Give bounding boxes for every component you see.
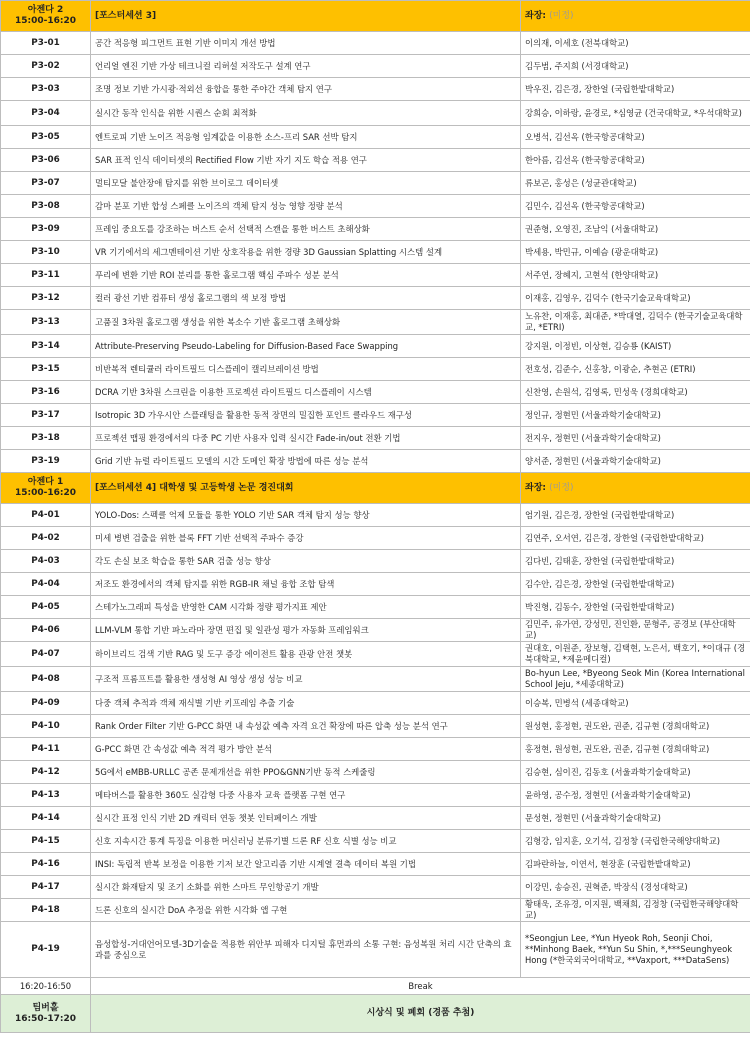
session-3-time: 15:00-16:20 [14, 16, 77, 26]
paper-id: P3-04 [1, 101, 91, 126]
paper-title: Attribute-Preserving Pseudo-Labeling for Diffusion-Based Face Swapping [91, 335, 521, 358]
paper-authors: 원성현, 홍정현, 권도완, 권준, 김규현 (경희대학교) [521, 715, 750, 738]
session-3-chair-value: (미정) [549, 10, 574, 21]
paper-authors: 권대호, 이원준, 장보형, 김택현, 노은서, 백호기, *이대규 (경북대학교, *제윤메디컬) [521, 642, 750, 667]
session-3-room-time [1, 1, 91, 32]
paper-title: 드론 신호의 실시간 DoA 추정을 위한 시각화 앱 구현 [91, 899, 521, 922]
paper-authors: 오병석, 김선옥 (한국항공대학교) [521, 126, 750, 149]
paper-title: G-PCC 화면 간 속성값 예측 적격 평가 방안 분석 [91, 738, 521, 761]
paper-title: 조명 정보 기반 가시광·적외선 융합을 통한 주야간 객체 탐지 연구 [91, 78, 521, 101]
paper-authors: 김민주, 유가연, 강성민, 진인환, 문형주, 공경보 (부산대학교) [521, 619, 750, 642]
paper-id: P3-02 [1, 55, 91, 78]
paper-row [1, 101, 750, 126]
paper-title: 컬러 광선 기반 컴퓨터 생성 홀로그램의 색 보정 방법 [91, 287, 521, 310]
session-4-header [1, 473, 750, 504]
session-4-room: 아젠다 1 [27, 477, 64, 487]
session-3-room: 아젠다 2 [27, 5, 64, 15]
session-4-chair-value: (미정) [549, 482, 574, 493]
paper-id: P3-13 [1, 310, 91, 335]
paper-title: 공간 적응형 피그먼트 표현 기반 이미지 개선 방법 [91, 32, 521, 55]
paper-id: P4-15 [1, 830, 91, 853]
paper-authors: 이승복, 민병석 (세종대학교) [521, 692, 750, 715]
paper-id: P3-05 [1, 126, 91, 149]
paper-id: P3-06 [1, 149, 91, 172]
paper-title: 구조적 프롬프트를 활용한 생성형 AI 영상 생성 성능 비교 [91, 667, 521, 692]
paper-authors: Bo-hyun Lee, *Byeong Seok Min (Korea International School Jeju, *세종대학교) [521, 667, 750, 692]
paper-authors: 김승현, 심이진, 김동호 (서울과학기술대학교) [521, 761, 750, 784]
paper-title: 다중 객체 추적과 객체 재식별 기반 키프레임 추출 기술 [91, 692, 521, 715]
paper-authors: 김민수, 김선옥 (한국항공대학교) [521, 195, 750, 218]
paper-id: P3-08 [1, 195, 91, 218]
paper-title: 실시간 화재탐지 및 조기 소화를 위한 스마트 무인항공기 개발 [91, 876, 521, 899]
paper-title: SAR 표적 인식 데이터셋의 Rectified Flow 기반 자기 지도 학습 적용 연구 [91, 149, 521, 172]
ceremony-time: 16:50-17:20 [14, 1013, 77, 1024]
session-4-title: [포스터세션 4] 대학생 및 고등학생 논문 경진대회 [91, 473, 521, 504]
paper-authors: 김연주, 오서연, 김은경, 장한얼 (국립한밭대학교) [521, 527, 750, 550]
paper-authors: 전호성, 김준수, 신홍창, 이광순, 추현곤 (ETRI) [521, 358, 750, 381]
paper-title: 엔트로피 기반 노이즈 적응형 임계값을 이용한 소스-프리 SAR 선박 탐지 [91, 126, 521, 149]
ceremony-room: 팀버홀 [32, 1002, 59, 1013]
paper-authors: 류보곤, 홍성은 (성균관대학교) [521, 172, 750, 195]
paper-title: VR 기기에서의 세그멘테이션 기반 상호작용을 위한 경량 3D Gaussian Splatting 시스템 설계 [91, 241, 521, 264]
paper-id: P4-10 [1, 715, 91, 738]
paper-authors: 박세용, 박민규, 이예슴 (광운대학교) [521, 241, 750, 264]
paper-id: P4-08 [1, 667, 91, 692]
paper-row [1, 642, 750, 667]
paper-authors: 노유찬, 이재홍, 최대준, *박대열, 김덕수 (한국기술교육대학교, *ETRI) [521, 310, 750, 335]
paper-id: P4-18 [1, 899, 91, 922]
paper-id: P4-06 [1, 619, 91, 642]
paper-title: INSI: 독립적 반복 보정을 이용한 기저 보간 알고리즘 기반 시계열 결측 데이터 복원 기법 [91, 853, 521, 876]
paper-id: P4-11 [1, 738, 91, 761]
paper-authors: 김파란하늘, 이연서, 현장훈 (국립한밭대학교) [521, 853, 750, 876]
paper-authors: 강지원, 이정빈, 이상현, 김승룡 (KAIST) [521, 335, 750, 358]
paper-row [1, 830, 750, 853]
paper-row [1, 899, 750, 922]
session-4-room-time [1, 473, 91, 504]
paper-row [1, 761, 750, 784]
paper-row [1, 195, 750, 218]
paper-id: P3-10 [1, 241, 91, 264]
paper-row [1, 619, 750, 642]
paper-authors: 정인규, 정현민 (서울과학기술대학교) [521, 404, 750, 427]
paper-row [1, 427, 750, 450]
paper-row [1, 358, 750, 381]
ceremony-title: 시상식 및 폐회 (경품 추첨) [91, 995, 750, 1033]
paper-row [1, 310, 750, 335]
paper-authors: 이강민, 송승진, 권혁준, 박장식 (경성대학교) [521, 876, 750, 899]
ceremony-row [1, 995, 750, 1033]
session-3-header [1, 1, 750, 32]
ceremony-room-time [1, 995, 91, 1033]
paper-authors: 이의재, 이세호 (전북대학교) [521, 32, 750, 55]
paper-title: 실시간 표정 인식 기반 2D 캐릭터 연동 챗봇 인터페이스 개발 [91, 807, 521, 830]
paper-row [1, 922, 750, 978]
paper-authors: 홍정현, 원성현, 권도완, 권준, 김규현 (경희대학교) [521, 738, 750, 761]
paper-id: P3-11 [1, 264, 91, 287]
session-3-chair [521, 1, 750, 32]
paper-id: P3-16 [1, 381, 91, 404]
paper-row [1, 504, 750, 527]
paper-title: Grid 기반 뉴럴 라이트필드 모델의 시간 도메인 확장 방법에 따른 성능 분석 [91, 450, 521, 473]
paper-row [1, 218, 750, 241]
paper-title: 푸리에 변환 기반 ROI 분리를 통한 홀로그램 핵심 주파수 성분 분석 [91, 264, 521, 287]
paper-title: 언리얼 엔진 기반 가상 테크니컬 리허설 저작도구 설계 연구 [91, 55, 521, 78]
paper-id: P3-01 [1, 32, 91, 55]
paper-title: 신호 지속시간 통계 특징을 이용한 머신러닝 분류기별 드론 RF 신호 식별 성능 비교 [91, 830, 521, 853]
paper-authors: 강희승, 이하랑, 윤경로, *심영균 (건국대학교, *우석대학교) [521, 101, 750, 126]
paper-row [1, 126, 750, 149]
paper-row [1, 527, 750, 550]
paper-title: 비반복적 렌티큘러 라이트필드 디스플레이 캘리브레이션 방법 [91, 358, 521, 381]
paper-id: P3-03 [1, 78, 91, 101]
paper-id: P3-19 [1, 450, 91, 473]
paper-row [1, 149, 750, 172]
paper-id: P3-14 [1, 335, 91, 358]
paper-authors: *Seongjun Lee, *Yun Hyeok Roh, Seonji Choi, **Minhong Baek, **Yun Su Shin, *,***Seunghyeok Hong (*한국외국어대학교, **Vaxport, ***DataSens) [521, 922, 750, 978]
paper-row [1, 692, 750, 715]
paper-id: P4-02 [1, 527, 91, 550]
paper-row [1, 287, 750, 310]
paper-id: P4-01 [1, 504, 91, 527]
paper-title: 5G에서 eMBB-URLLC 공존 문제개선을 위한 PPO&GNN기반 동적 스케줄링 [91, 761, 521, 784]
paper-authors: 신찬영, 손원석, 김영록, 민성욱 (경희대학교) [521, 381, 750, 404]
paper-row [1, 78, 750, 101]
paper-authors: 엄기원, 김은경, 장한얼 (국립한밭대학교) [521, 504, 750, 527]
paper-row [1, 32, 750, 55]
paper-row [1, 667, 750, 692]
paper-title: 메타버스를 활용한 360도 실감형 다중 사용자 교육 플랫폼 구현 연구 [91, 784, 521, 807]
paper-row [1, 381, 750, 404]
paper-id: P3-09 [1, 218, 91, 241]
paper-id: P4-14 [1, 807, 91, 830]
break-row [1, 978, 750, 995]
paper-row [1, 241, 750, 264]
paper-id: P3-18 [1, 427, 91, 450]
paper-row [1, 738, 750, 761]
paper-id: P4-17 [1, 876, 91, 899]
paper-title: 감마 분포 기반 합성 스페클 노이즈의 객체 탐지 성능 영향 정량 분석 [91, 195, 521, 218]
paper-authors: 김다빈, 김태훈, 장한얼 (국립한밭대학교) [521, 550, 750, 573]
break-time: 16:20-16:50 [1, 978, 91, 995]
paper-title: 스테가노그래피 특성을 반영한 CAM 시각화 정량 평가지표 제안 [91, 596, 521, 619]
paper-row [1, 172, 750, 195]
paper-title: DCRA 기반 3차원 스크린을 이용한 프로젝션 라이트필드 디스플레이 시스템 [91, 381, 521, 404]
paper-title: 저조도 환경에서의 객체 탐지를 위한 RGB-IR 채널 융합 조합 탐색 [91, 573, 521, 596]
paper-authors: 황태욱, 조유경, 이지원, 백채희, 김정창 (국립한국해양대학교) [521, 899, 750, 922]
paper-id: P4-07 [1, 642, 91, 667]
paper-title: 미세 병변 검출을 위한 블록 FFT 기반 선택적 주파수 증강 [91, 527, 521, 550]
paper-title: 하이브리드 검색 기반 RAG 및 도구 증강 에이전트 활용 관광 안전 챗봇 [91, 642, 521, 667]
paper-authors: 한아름, 김선옥 (한국항공대학교) [521, 149, 750, 172]
paper-id: P4-16 [1, 853, 91, 876]
paper-authors: 문성현, 정현민 (서울과학기술대학교) [521, 807, 750, 830]
paper-title: 멀티모달 불안장애 탐지를 위한 브이로그 데이터셋 [91, 172, 521, 195]
paper-authors: 윤하영, 공수정, 정현민 (서울과학기술대학교) [521, 784, 750, 807]
session-3-chair-label: 좌장: [525, 10, 550, 21]
paper-row [1, 550, 750, 573]
paper-title: Rank Order Filter 기반 G-PCC 화면 내 속성값 예측 자격 요건 확장에 따른 압축 성능 분석 연구 [91, 715, 521, 738]
paper-title: LLM-VLM 통합 기반 파노라마 장면 편집 및 일관성 평가 자동화 프레임워크 [91, 619, 521, 642]
paper-row [1, 596, 750, 619]
paper-authors: 이재홍, 김영우, 김덕수 (한국기술교육대학교) [521, 287, 750, 310]
paper-title: 고품질 3차원 홀로그램 생성을 위한 복소수 기반 홀로그램 초해상화 [91, 310, 521, 335]
session-3-title: [포스터세션 3] [91, 1, 521, 32]
paper-id: P3-15 [1, 358, 91, 381]
paper-authors: 박진형, 김동수, 장한얼 (국립한밭대학교) [521, 596, 750, 619]
paper-id: P4-04 [1, 573, 91, 596]
paper-authors: 전지우, 정현민 (서울과학기술대학교) [521, 427, 750, 450]
paper-title: 실시간 동작 인식을 위한 시퀀스 순회 최적화 [91, 101, 521, 126]
paper-row [1, 450, 750, 473]
paper-id: P4-12 [1, 761, 91, 784]
break-label: Break [91, 978, 750, 995]
paper-row [1, 335, 750, 358]
paper-id: P4-03 [1, 550, 91, 573]
paper-title: 프로젝션 맵핑 환경에서의 다중 PC 기반 사용자 입력 실시간 Fade-in/out 전환 기법 [91, 427, 521, 450]
paper-authors: 박우진, 김은경, 장한얼 (국립한밭대학교) [521, 78, 750, 101]
paper-row [1, 784, 750, 807]
paper-authors: 양서준, 정현민 (서울과학기술대학교) [521, 450, 750, 473]
paper-title: 각도 손실 보조 학습을 통한 SAR 검출 성능 향상 [91, 550, 521, 573]
paper-id: P3-12 [1, 287, 91, 310]
paper-id: P4-05 [1, 596, 91, 619]
paper-id: P4-09 [1, 692, 91, 715]
paper-row [1, 807, 750, 830]
paper-title: YOLO-Dos: 스펙클 억제 모듈을 통한 YOLO 기반 SAR 객체 탐지 성능 향상 [91, 504, 521, 527]
paper-row [1, 715, 750, 738]
paper-row [1, 264, 750, 287]
paper-row [1, 404, 750, 427]
paper-title: Isotropic 3D 가우시안 스플래팅을 활용한 동적 장면의 밀집한 포인트 클라우드 재구성 [91, 404, 521, 427]
paper-authors: 서주연, 장혜지, 고현석 (한양대학교) [521, 264, 750, 287]
paper-row [1, 853, 750, 876]
paper-row [1, 876, 750, 899]
program-table-body [1, 1, 750, 1033]
paper-id: P3-07 [1, 172, 91, 195]
paper-row [1, 573, 750, 596]
session-4-time: 15:00-16:20 [14, 488, 77, 498]
session-4-chair [521, 473, 750, 504]
paper-id: P4-19 [1, 922, 91, 978]
paper-authors: 김두범, 주지희 (서경대학교) [521, 55, 750, 78]
paper-authors: 권준형, 오영진, 조남익 (서울대학교) [521, 218, 750, 241]
paper-authors: 김형강, 임지훈, 오기석, 김정창 (국립한국해양대학교) [521, 830, 750, 853]
paper-title: 프레임 중요도를 강조하는 버스트 순서 선택적 스캔을 통한 버스트 초해상화 [91, 218, 521, 241]
paper-authors: 김수안, 김은경, 장한얼 (국립한밭대학교) [521, 573, 750, 596]
paper-id: P4-13 [1, 784, 91, 807]
paper-row [1, 55, 750, 78]
session-4-chair-label: 좌장: [525, 482, 550, 493]
paper-id: P3-17 [1, 404, 91, 427]
paper-title: 음성합성-거대언어모델-3D기술을 적용한 위안부 피해자 디지털 휴먼과의 소통 구현: 음성복원 처리 시간 단축의 효과를 중심으로 [91, 922, 521, 978]
